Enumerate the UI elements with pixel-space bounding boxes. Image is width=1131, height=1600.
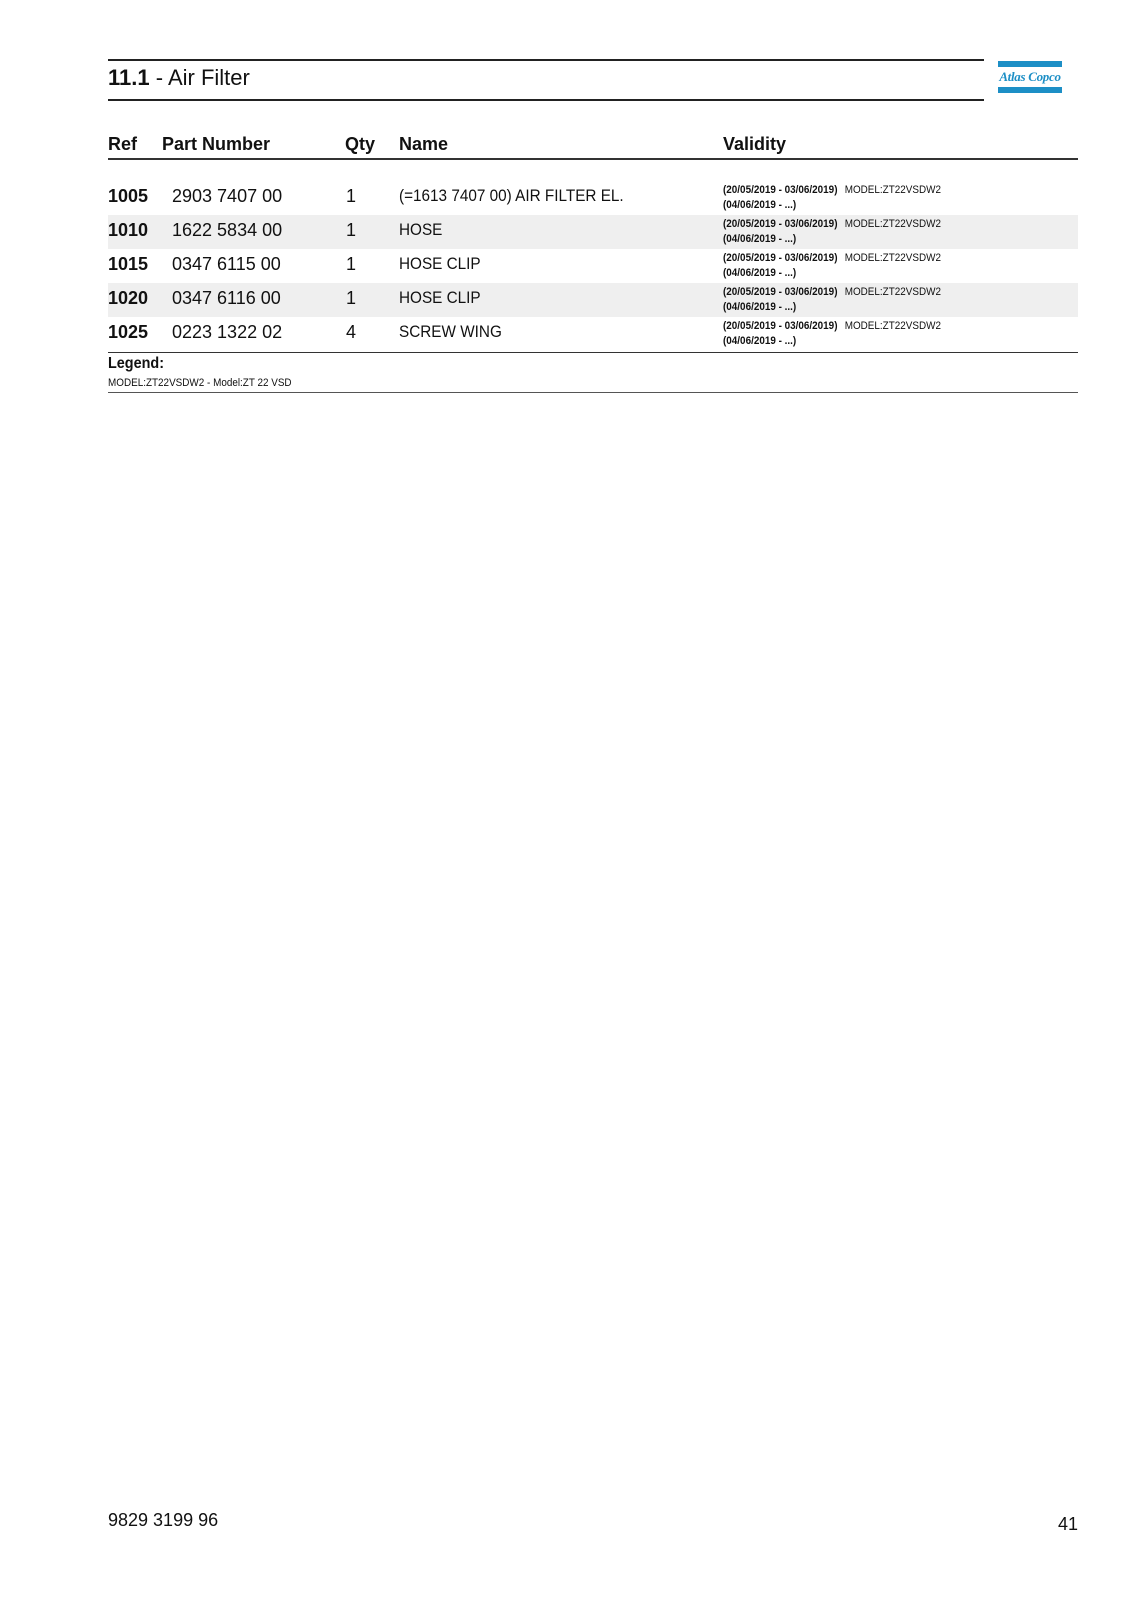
table-row: [108, 317, 1078, 351]
table-row: [108, 215, 1078, 249]
part-number-cell: 2903 7407 00: [172, 186, 283, 206]
validity-range-open: (04/06/2019 - ...): [723, 301, 797, 313]
ref-cell: 1015: [108, 254, 149, 274]
validity-model: MODEL:ZT22VSDW2: [844, 252, 941, 264]
column-header-validity: Validity: [723, 134, 787, 154]
qty-cell: 4: [346, 322, 357, 342]
document-number: 9829 3199 96: [108, 1510, 219, 1530]
table-row: [108, 249, 1078, 283]
part-number-cell: 0223 1322 02: [172, 322, 283, 342]
validity-range: (20/05/2019 - 03/06/2019): [723, 286, 838, 298]
qty-cell: 1: [346, 288, 357, 308]
validity-model: MODEL:ZT22VSDW2: [844, 218, 941, 230]
table-bottom-rule: [108, 352, 1078, 353]
qty-cell: 1: [346, 254, 357, 274]
logo-bar-bottom: [998, 87, 1062, 93]
legend-rule: [108, 392, 1078, 393]
validity-model: MODEL:ZT22VSDW2: [844, 184, 941, 196]
part-number-cell: 0347 6116 00: [172, 288, 281, 308]
atlas-copco-logo: [998, 61, 1062, 94]
header-rule: [108, 158, 1078, 160]
table-row: [108, 181, 1078, 215]
validity-range: (20/05/2019 - 03/06/2019): [723, 252, 838, 264]
qty-cell: 1: [346, 220, 357, 240]
validity-range: (20/05/2019 - 03/06/2019): [723, 218, 838, 230]
legend-text: MODEL:ZT22VSDW2 - Model:ZT 22 VSD: [108, 377, 292, 389]
title-rule-bottom: [108, 99, 984, 101]
name-cell: (=1613 7407 00) AIR FILTER EL.: [399, 186, 624, 205]
ref-cell: 1025: [108, 322, 149, 342]
part-number-cell: 1622 5834 00: [172, 220, 283, 240]
validity-cell: [723, 319, 941, 349]
ref-cell: 1010: [108, 220, 149, 240]
validity-range-open: (04/06/2019 - ...): [723, 335, 797, 347]
column-header-part-number: Part Number: [162, 134, 271, 154]
page-title: [108, 64, 250, 92]
validity-cell: [723, 285, 941, 315]
validity-range-open: (04/06/2019 - ...): [723, 199, 797, 211]
validity-model: MODEL:ZT22VSDW2: [844, 286, 941, 298]
ref-cell: 1005: [108, 186, 149, 206]
logo-bar-top: [998, 61, 1062, 67]
name-cell: HOSE: [399, 220, 443, 239]
validity-range-open: (04/06/2019 - ...): [723, 267, 797, 279]
section-title: - Air Filter: [149, 65, 250, 90]
validity-range: (20/05/2019 - 03/06/2019): [723, 320, 838, 332]
title-rule-top: [108, 59, 984, 61]
validity-range-open: (04/06/2019 - ...): [723, 233, 797, 245]
validity-cell: [723, 217, 941, 247]
column-header-name: Name: [399, 134, 449, 154]
validity-cell: [723, 183, 941, 213]
table-row: [108, 283, 1078, 317]
qty-cell: 1: [346, 186, 357, 206]
page-number: 41: [1057, 1514, 1078, 1534]
name-cell: HOSE CLIP: [399, 254, 481, 273]
part-number-cell: 0347 6115 00: [172, 254, 281, 274]
name-cell: SCREW WING: [399, 322, 502, 341]
logo-text: Atlas Copco: [999, 69, 1061, 84]
column-header-ref: Ref: [108, 134, 138, 154]
validity-model: MODEL:ZT22VSDW2: [844, 320, 941, 332]
validity-range: (20/05/2019 - 03/06/2019): [723, 184, 838, 196]
ref-cell: 1020: [108, 288, 149, 308]
column-header-qty: Qty: [345, 134, 376, 154]
name-cell: HOSE CLIP: [399, 288, 481, 307]
legend-title: Legend:: [108, 355, 164, 372]
section-number: 11.1: [108, 65, 150, 90]
validity-cell: [723, 251, 941, 281]
